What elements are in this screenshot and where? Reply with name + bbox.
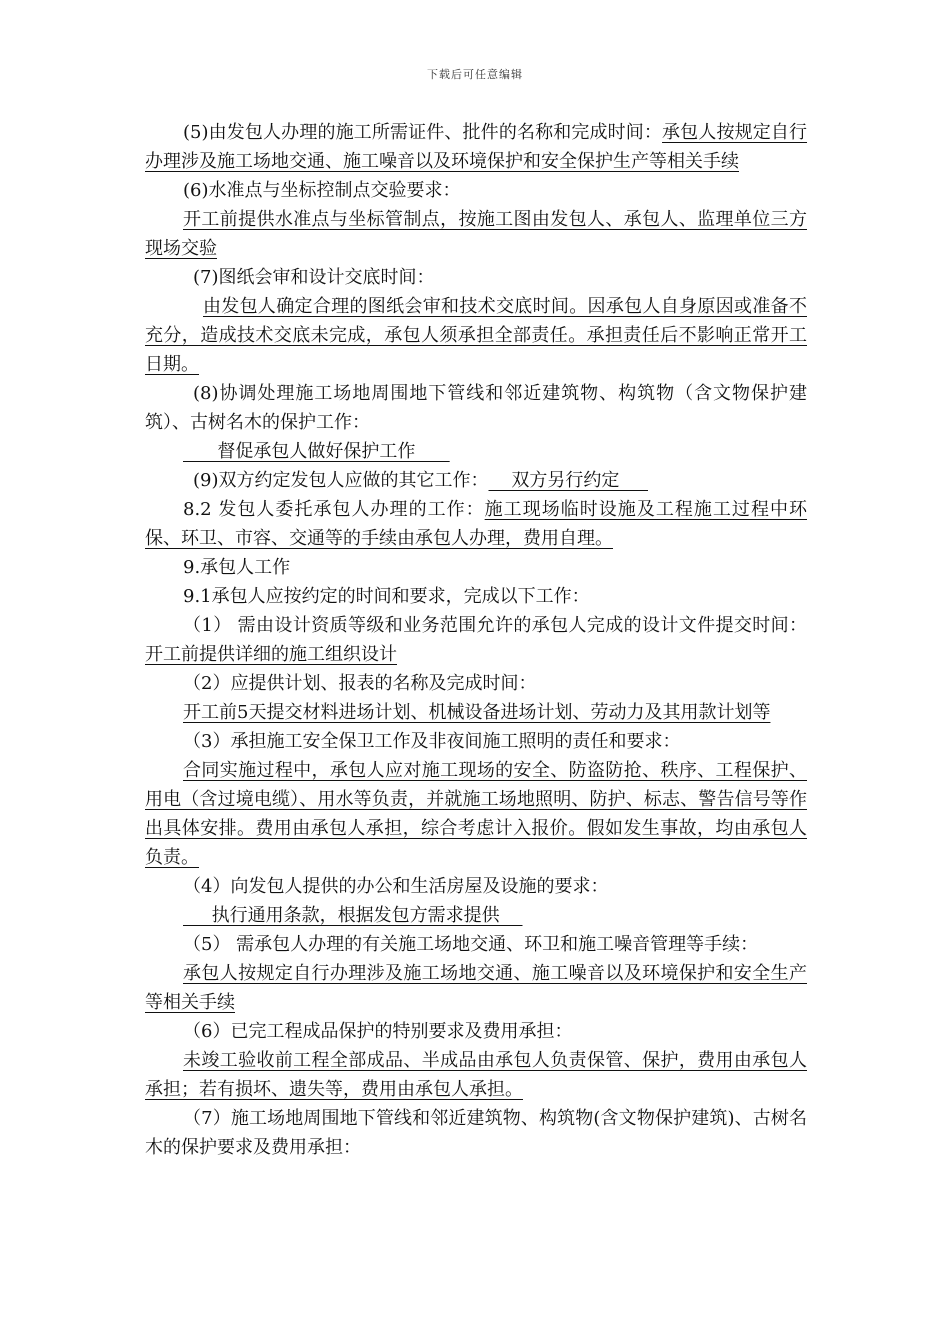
paragraph: 承包人按规定自行办理涉及施工场地交通、施工噪音以及环境保护和安全生产等相关手续 (145, 963, 807, 1013)
paragraph: （4）向发包人提供的办公和生活房屋及设施的要求： (183, 876, 609, 897)
paragraph: （3）承担施工安全保卫工作及非夜间施工照明的责任和要求： (183, 731, 681, 752)
paragraph: （6）已完工程成品保护的特别要求及费用承担： (183, 1021, 573, 1042)
page-header: 下载后可任意编辑 (427, 68, 523, 81)
paragraph: （1） 需由设计资质等级和业务范围允许的承包人完成的设计文件提交时间：开工前提供详细的施工组织设计 (145, 615, 807, 665)
document-body (145, 118, 807, 1162)
paragraph: (9)双方约定发包人应做的其它工作： 双方另行约定 (193, 470, 648, 491)
paragraph: (7)图纸会审和设计交底时间： (193, 267, 435, 288)
paragraph: （5） 需承包人办理的有关施工场地交通、环卫和施工噪音管理等手续： (183, 934, 759, 955)
paragraph: 未竣工验收前工程全部成品、半成品由承包人负责保管、保护，费用由承包人承担；若有损坏、遗失等，费用由承包人承担。 (145, 1050, 807, 1100)
paragraph: 由发包人确定合理的图纸会审和技术交底时间。因承包人自身原因或准备不充分，造成技术交底未完成，承包人须承担全部责任。承担责任后不影响正常开工日期。 (145, 296, 807, 375)
paragraph: 执行通用条款，根据发包方需求提供 (183, 905, 523, 926)
paragraph: (5)由发包人办理的施工所需证件、批件的名称和完成时间：承包人按规定自行办理涉及施工场地交通、施工噪音以及环境保护和安全保护生产等相关手续 (145, 122, 808, 172)
paragraph: 开工前5天提交材料进场计划、机械设备进场计划、劳动力及其用款计划等 (183, 702, 771, 723)
paragraph: （7）施工场地周围地下管线和邻近建筑物、构筑物(含文物保护建筑)、古树名木的保护要求及费用承担： (145, 1108, 807, 1158)
paragraph: 督促承包人做好保护工作 (183, 441, 450, 462)
section-heading: 9.承包人工作 (183, 557, 291, 578)
paragraph: (6)水准点与坐标控制点交验要求： (183, 180, 461, 201)
paragraph: （2）应提供计划、报表的名称及完成时间： (183, 673, 537, 694)
paragraph: 合同实施过程中，承包人应对施工现场的安全、防盗防抢、秩序、工程保护、用电（含过境电缆）、用水等负责，并就施工场地照明、防护、标志、警告信号等作出具体安排。费用由承包人承担，综合考虑计入报价。假如发生事故，均由承包人负责。 (145, 760, 807, 868)
paragraph: (8)协调处理施工场地周围地下管线和邻近建筑物、构筑物（含文物保护建筑）、古树名木的保护工作： (145, 383, 807, 433)
paragraph: 开工前提供水准点与坐标管制点，按施工图由发包人、承包人、监理单位三方现场交验 (145, 209, 807, 259)
paragraph: 9.1承包人应按约定的时间和要求，完成以下工作： (183, 586, 590, 607)
paragraph: 8.2 发包人委托承包人办理的工作：施工现场临时设施及工程施工过程中环保、环卫、市容、交通等的手续由承包人办理，费用自理。 (145, 499, 807, 549)
